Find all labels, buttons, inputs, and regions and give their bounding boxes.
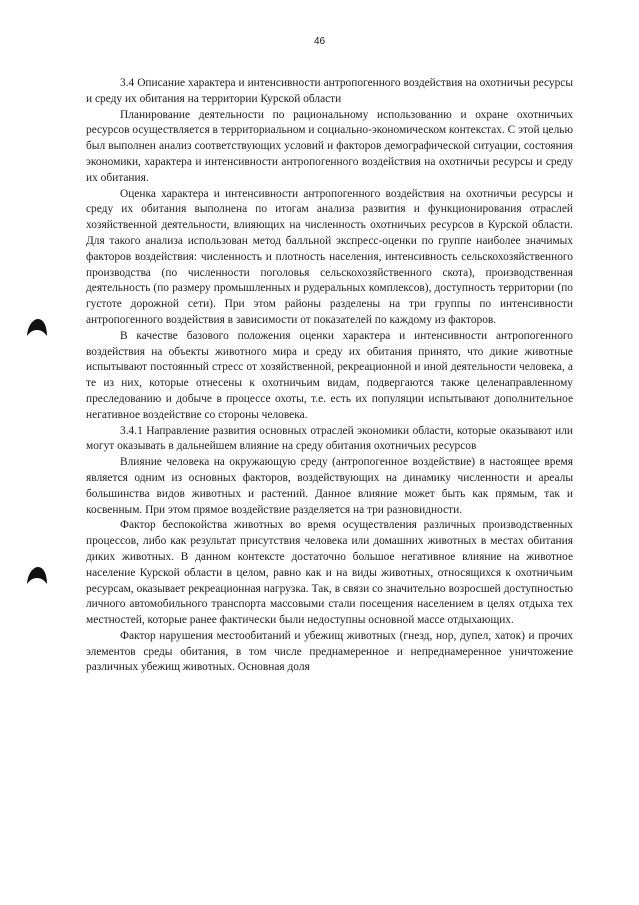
paragraph: Планирование деятельности по рациональному использованию и охране охотничьих ресурсов осуществляется в территориальном и социально-экономическом контекстах. С этой целью был выполнен анализ соответствующих условий и факторов демографической ситуации, состояния экономики, характера и интенсивности антропогенного воздействия на охотничьи ресурсы и среду их обитания. — [86, 108, 573, 184]
document-body — [86, 76, 573, 676]
paragraph: Оценка характера и интенсивности антропогенного воздействия на охотничьи ресурсы и среду их обитания выполнена по итогам анализа развития и функционирования отраслей хозяйственной деятельности, влияющих на численность охотничьих ресурсов в Курской области. Для такого анализа использован метод балльной экспресс-оценки по группе наиболее значимых факторов воздействия: численность и плотность населения, интенсивность сельскохозяйственного производства (по численности поголовья сельскохозяйственного скота), производственная деятельность (по размеру промышленных и рудеральных комплексов), доступность территории (по густоте дорожной сети). При этом районы разделены на три группы по интенсивности антропогенного воздействия в зависимости от показателей по каждому из факторов. — [86, 187, 573, 326]
punch-hole-mark — [26, 566, 48, 586]
paragraph: Фактор беспокойства животных во время осуществления различных производственных процессов, либо как результат присутствия человека или домашних животных в местах обитания диких животных. В данном контексте достаточно большое негативное влияние на животное население Курской области в целом, равно как и на виды животных, относящихся к охотничьим ресурсам, оказывает рекреационная нагрузка. Так, в связи со значительно возросшей доступностью личного автомобильного транспорта массовыми стали посещения населением в целях отдыха тех местностей, которые ранее фактически были недоступны основной массе отдыхающих. — [86, 519, 573, 627]
paragraph: Фактор нарушения местообитаний и убежищ животных (гнезд, нор, дупел, хаток) и прочих элементов среды обитания, в том числе преднамеренное и непреднамеренное уничтожение различных убежищ животных. Основная доля — [86, 629, 573, 674]
punch-hole-mark — [26, 318, 48, 338]
page-number: 46 — [313, 36, 326, 47]
paragraph: В качестве базового положения оценки характера и интенсивности антропогенного воздействия на объекты животного мира и среду их обитания принято, что дикие животные испытывают постоянный стресс от хозяйственной, рекреационной и иной деятельности человека, а те из них, которые отнесены к охотничьим видам, подвергаются также целенаправленному преследованию и добыче в процессе охоты, т.е. есть их популяции испытывают дополнительное негативное воздействие со стороны человека. — [86, 329, 573, 421]
subsection-heading: 3.4.1 Направление развития основных отраслей экономики области, которые оказывают или могут оказывать в дальнейшем влияние на среду обитания охотничьих ресурсов — [86, 424, 573, 453]
paragraph: Влияние человека на окружающую среду (антропогенное воздействие) в настоящее время является одним из основных факторов, воздействующих на динамику численности и ареалы большинства видов животных и растений. Данное влияние может быть как прямым, так и косвенным. При этом прямое воздействие разделяется на три разновидности. — [86, 456, 573, 516]
section-heading: 3.4 Описание характера и интенсивности антропогенного воздействия на охотничьи ресурсы и среду их обитания на территории Курской области — [86, 77, 573, 105]
